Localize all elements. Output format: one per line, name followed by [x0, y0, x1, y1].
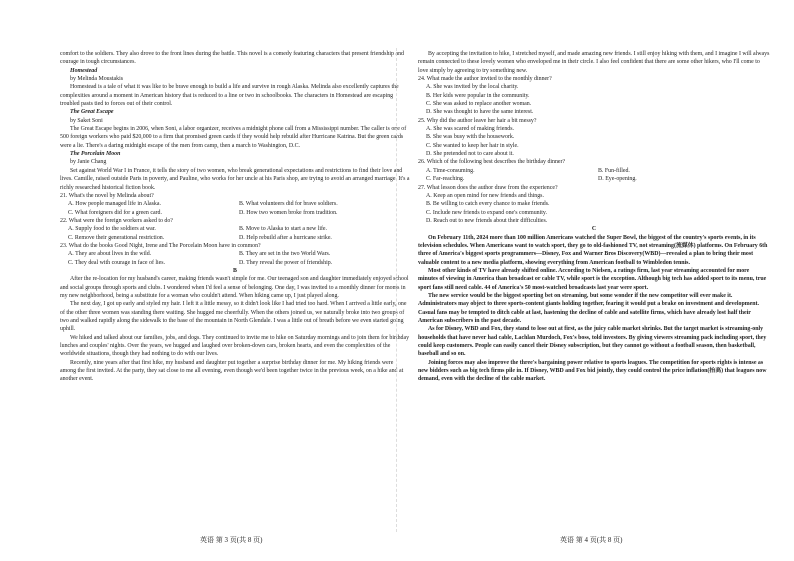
option-26a: A. Time-consuming. [426, 167, 475, 174]
passage-b-paragraph-2: The next day, I got up early and styled my hair. I left it a little messy, so it didn't look like I had tried too hard. When I arrived a little early, one of the other three women was standing there waiting. She hugged me cheerfully. When the others joined us, we naturally broke into two groups of two and walked rapidly along the sidewalk to the base of the mountain in North Glendale. I was a little out of breath before we even started going uphill. [60, 301, 407, 333]
question-24: 24. What made the author invited to the monthly dinner? [418, 76, 552, 83]
book-title-homestead: Homestead [70, 67, 98, 74]
passage-b-paragraph-3: We hiked and talked about our families, jobs, and dogs. They continued to invite me to hike on Saturday mornings and to join them for birthday lunches and couples' nights. Over the years, we hugged and laughed over broken-down cars, broken hearts, and even the complexities of the worldwide situations, though they had nothing to do with our lives. [60, 334, 410, 358]
passage-c-paragraph-2: Most other kinds of TV have already shifted online. According to Nielsen, a ratings firm, last year streaming accounted for more minutes of viewing in America than broadcast or cable TV, while sport is the exception. Although big tech has added sport to its menu, true sport fans still need cable. 44 of America's 50 most-watched broadcasts last year were sport. [418, 267, 767, 291]
option-26c: C. Far-reaching. [426, 176, 465, 183]
page-number-footer-left: 英语 第 3 页(共 8 页) [200, 536, 263, 544]
option-27a: A. Keep an open mind for new friends and things. [426, 192, 544, 199]
question-27: 27. What lesson does the author draw from the experience? [418, 184, 558, 191]
option-22a: A. Supply food to the soldiers at war. [68, 226, 156, 233]
option-24b: B. Her kids were popular in the community. [426, 92, 530, 99]
option-24a: A. She was invited by the local charity. [426, 84, 519, 91]
page-3-column [60, 50, 410, 530]
question-23-options-row1 [60, 250, 410, 258]
option-25b: B. She was busy with the housework. [426, 134, 515, 141]
book-author-homestead: by Melinda Moustakis [70, 76, 124, 83]
section-c-heading: C [591, 226, 597, 233]
option-21d: D. How two women broke from tradition. [239, 209, 338, 216]
option-27c: C. Include new friends to expand one's community. [426, 209, 547, 216]
passage-b-paragraph-4: Recently, nine years after that first hike, my husband and daughter put together a surprise birthday dinner for me. My hiking friends were among the first invited. At the party, they sat close to me all evening, even though we'd been together twice in the previous week, on a hike and at another event. [60, 359, 404, 383]
question-25: 25. Why did the author leave her hair a bit messy? [418, 117, 537, 124]
option-27b: B. Be willing to catch every chance to make friends. [426, 201, 550, 208]
option-23b: B. They are set in the two World Wars. [239, 251, 331, 258]
question-26-options-row1 [418, 167, 770, 175]
question-22-options-row2 [60, 234, 410, 242]
option-23d: D. They reveal the power of friendship. [239, 259, 333, 266]
option-23a: A. They are about lives in the wild. [68, 251, 152, 258]
passage-c-paragraph-3: The new service would be the biggest sporting bet on streaming, but some wonder if the new competitor will ever make it. Administrators may object to three sports-content giants holding together, fearing it would put a brake on investment and development. Casual fans may be tempted to ditch cable at last, hastening the decline of cable and satellite firms, which have already lost half their American subscribers in the past decade. [418, 292, 759, 324]
option-25d: D. She pretended not to care about it. [426, 151, 514, 158]
passage-b-paragraph-1: After the re-location for my husband's career, making friends wasn't simple for me. Our teenaged son and daughter immediately enjoyed school and social groups through sports and clubs. I wondered when I'd feel a sense of belonging. One day, I was invited to a monthly dinner for moms in my new neighborhood, being a substitute for a woman who couldn't attend. When hiking came up, I just played along. [60, 276, 409, 299]
column-divider [396, 48, 397, 532]
passage-c-paragraph-4: As for Disney, WBD and Fox, they stand to lose out at first, as the juicy cable market shrinks. But the target market is streaming-only households that have never had cable, Lachlan Murdoch, Fox's boss, told investors. By giving viewers streaming pack including sport, they could keep customers. People can easily cancel their Disney subscription, but they cannot go without a football season, then basketball, baseball and so on. [418, 326, 767, 358]
passage-b-paragraph-5: By accepting the invitation to hike, I stretched myself, and made amazing new friends. I still enjoy hiking with them, and I imagine I will always remain connected to these lovely women who enveloped me in their circle. I also feel confident that there are some other hikers, who I'll come to love simply by agreeing to try something new. [418, 51, 770, 74]
question-22-options-row1 [60, 225, 410, 233]
book-desc-great-escape: The Great Escape begins in 2006, when Soni, a labor organizer, receives a midnight phone call from a Mississippi number. The caller is one of 500 foreign workers who paid $20,000 to a firm that promised green cards if they would help rebuild after Hurricane Katrina. But the green cards were a lie. There's a daring midnight escape of the men from camp, then a march to Washington, D.C. [60, 126, 407, 149]
passage-c-paragraph-5: Joining forces may also improve the three's bargaining power relative to sports leagues. The competition for sports rights is intense as new bidders such as big tech firms pile in. If Disney, WBD and Fox bid jointly, they could control the price inflation(抬高) that leagues now demand, even with the decline of the cable market. [418, 359, 767, 383]
book-desc-porcelain-moon: Set against World War I in France, it tells the story of two women, who break generational expectations and restrictions to find their love and lives. Camille, raised outside Paris in poverty, and Pauline, who works for her uncle at his Paris shop, are trying to avoid an arranged marriage. It's a richly researched historical fiction book. [60, 167, 410, 191]
question-21: 21. What's the novel by Melinda about? [60, 192, 154, 199]
question-21-options-row2 [60, 209, 410, 217]
option-21a: A. How people managed life in Alaska. [68, 201, 161, 208]
section-b-heading: B [233, 267, 237, 274]
option-24c: C. She was asked to replace another woman. [426, 101, 532, 108]
page-number-footer-right: 英语 第 4 页(共 8 页) [560, 536, 623, 544]
question-22: 22. What were the foreign workers asked to do? [60, 217, 173, 224]
page-4-column [418, 50, 770, 530]
question-23: 23. What do the books Good Night, Irene and The Porcelain Moon have in common? [60, 242, 261, 249]
option-22d: D. Help rebuild after a hurricane strike. [239, 234, 332, 241]
option-25c: C. She wanted to keep her hair in style. [426, 142, 519, 149]
option-23c: C. They deal with courage in face of lies. [68, 259, 166, 266]
option-24d: D. She was thought to have the same interest. [426, 109, 534, 116]
option-21b: B. What volunteers did for brave soldiers. [239, 201, 338, 208]
question-21-options-row1 [60, 200, 410, 208]
book-author-great-escape: by Saket Soni [70, 117, 103, 124]
option-22c: C. Remove their generational restriction. [68, 234, 165, 241]
option-22b: B. Move to Alaska to start a new life. [239, 226, 328, 233]
passage-c-paragraph-1: On February 11th, 2024 more than 100 million Americans watched the Super Bowl, the biggest of the country's sports events, in its television schedules. When Americans want to watch sport, they go to old-fashioned TV, not streaming(流媒体) platforms. On February 6th three of America's biggest sports programmers—Disney, Fox and Warner Bros Discovery(WBD)—revealed a plan to bring their most valuable content to a new media platform, showing everything from American football to Wimbledon tennis. [418, 234, 768, 266]
option-26d: D. Eye-opening. [598, 176, 637, 183]
intro-paragraph: comfort to the soldiers. They also drove to the front lines during the battle. This novel is a comedy featuring characters that present friendship and courage in tough circumstances. [60, 51, 404, 66]
option-27d: D. Reach out to new friends about their difficulties. [426, 217, 548, 224]
book-author-porcelain-moon: by Janie Chang [70, 159, 107, 166]
question-26: 26. Which of the following best describes the birthday dinner? [418, 159, 566, 166]
book-desc-homestead: Homestead is a tale of what it was like to be brave enough to build a life and survive in rough Alaska. Melinda also excellently captures the complexities around a moment in American history that is reduced to a line or two in schoolbooks. The characters in Homestead are escaping troubled pasts tied to forces out of their control. [60, 84, 399, 108]
option-21c: C. What foreigners did for a green card. [68, 209, 162, 216]
question-23-options-row2 [60, 259, 410, 267]
question-26-options-row2 [418, 175, 770, 183]
book-title-great-escape: The Great Escape [70, 109, 114, 116]
book-title-porcelain-moon: The Porcelain Moon [70, 151, 121, 158]
option-26b: B. Fun-filled. [598, 167, 630, 174]
option-25a: A. She was scared of making friends. [426, 126, 515, 133]
